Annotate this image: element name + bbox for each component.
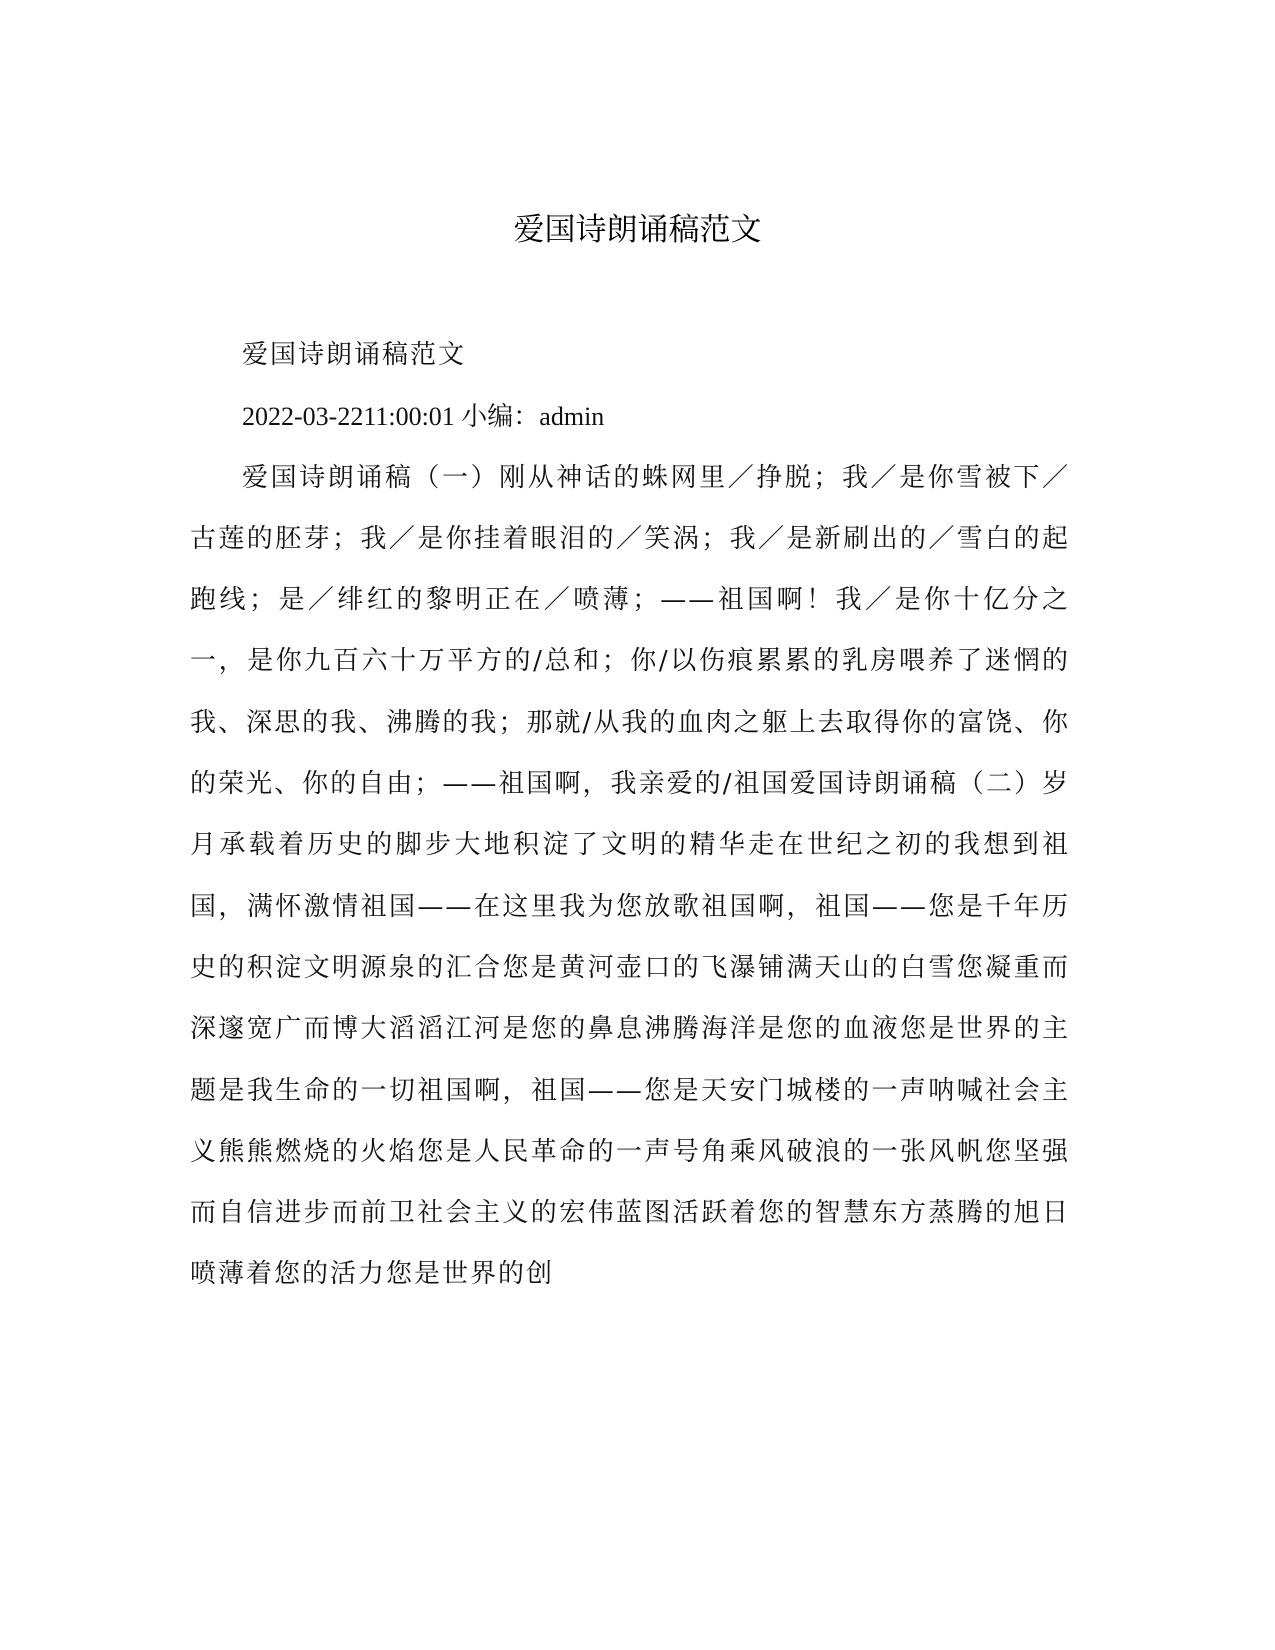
document-content [190,325,1070,1306]
body-paragraph: 爱国诗朗诵稿（一）刚从神话的蛛网里／挣脱；我／是你雪被下／古莲的胚芽；我／是你挂着眼泪的／笑涡；我／是新刷出的／雪白的起跑线；是／绯红的黎明正在／喷薄；——祖国啊！我／是你十亿分之一，是你九百六十万平方的/总和；你/以伤痕累累的乳房喂养了迷惘的我、深思的我、沸腾的我；那就/从我的血肉之躯上去取得你的富饶、你的荣光、你的自由；——祖国啊，我亲爱的/祖国爱国诗朗诵稿（二）岁月承载着历史的脚步大地积淀了文明的精华走在世纪之初的我想到祖国，满怀激情祖国——在这里我为您放歌祖国啊，祖国——您是千年历史的积淀文明源泉的汇合您是黄河壶口的飞瀑铺满天山的白雪您凝重而深邃宽广而博大滔滔江河是您的鼻息沸腾海洋是您的血液您是世界的主题是我生命的一切祖国啊，祖国——您是天安门城楼的一声呐喊社会主义熊熊燃烧的火焰您是人民革命的一声号角乘风破浪的一张风帆您坚强而自信进步而前卫社会主义的宏伟蓝图活跃着您的智慧东方蒸腾的旭日喷薄着您的活力您是世界的创 [190,462,1070,1290]
document-title: 爱国诗朗诵稿范文 [513,212,762,248]
meta-paragraph: 2022-03-2211:00:01 小编：admin [242,402,605,432]
subtitle-paragraph: 爱国诗朗诵稿范文 [242,340,467,370]
